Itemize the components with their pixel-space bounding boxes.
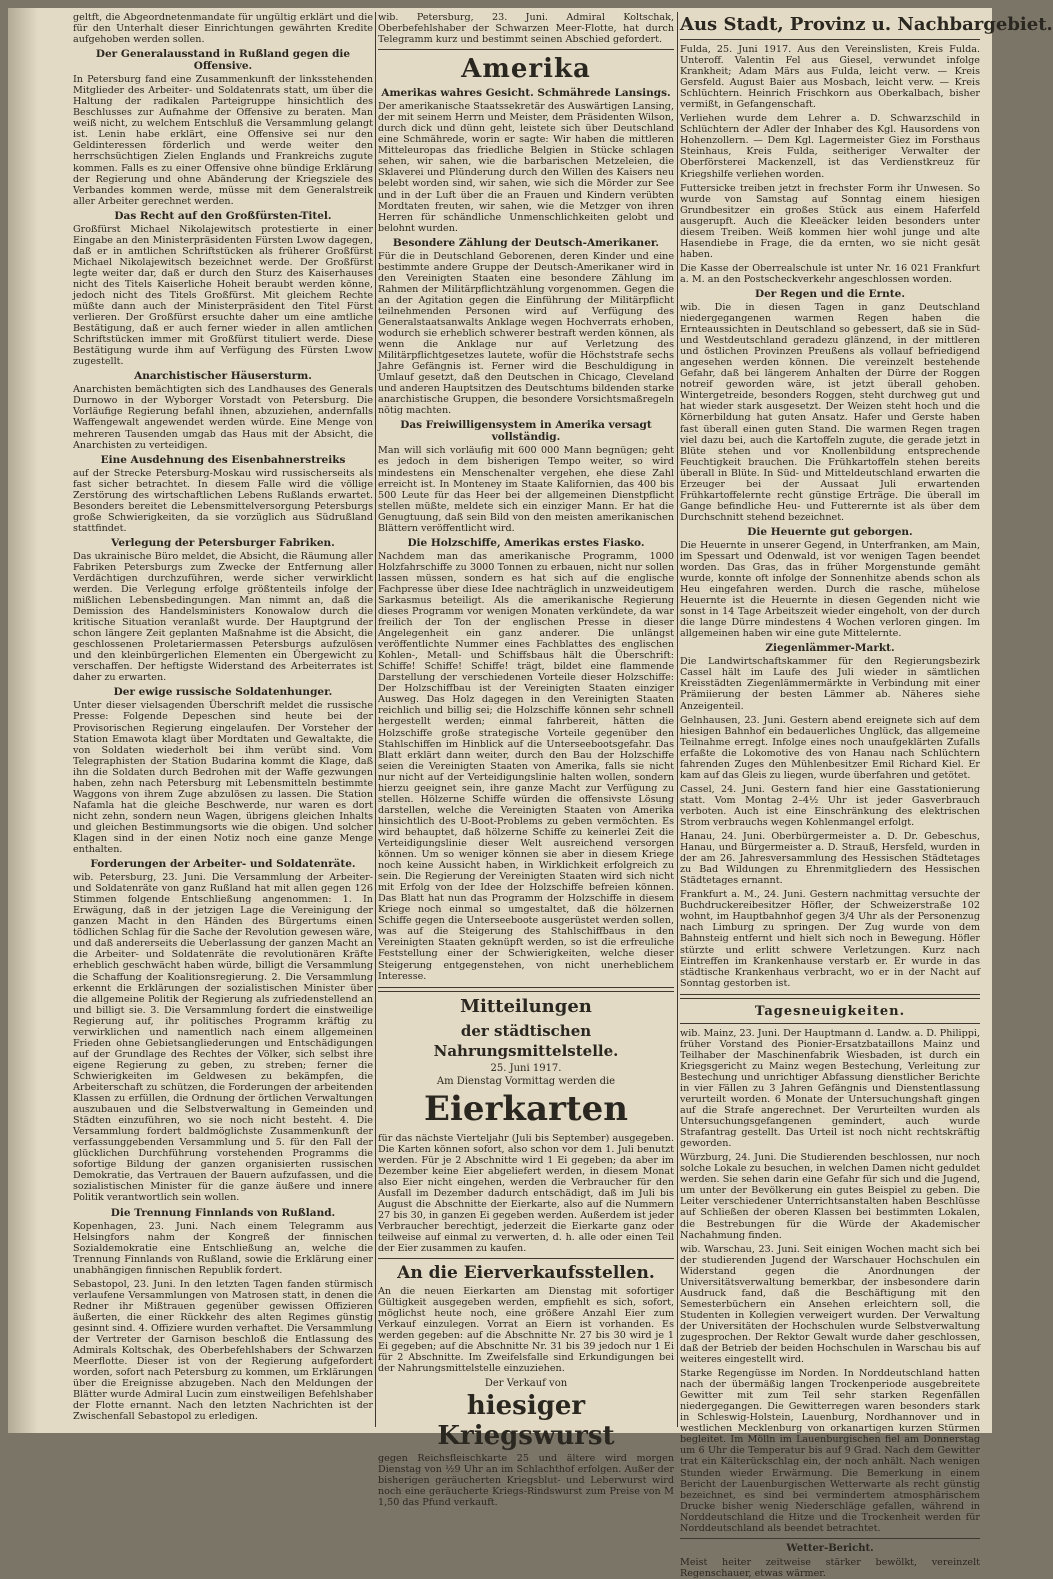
headline: Das Recht auf den Großfürsten-Titel. <box>114 209 332 222</box>
article-text: Gelnhausen, 23. Juni. Gestern abend ereignete sich auf dem hiesigen Bahnhof ein bedauerliches Unglück, das allgemeine Teilnahme erregt. Infolge eines noch unaufgeklärten Zufalls erfaßte die Lokomotive des von Hanau nach Schlüchtern fahrenden Zuges den Mühlenbesitzer Emil Richard Kiel. Er kam auf das Gleis zu liegen, wurde überfahren und getötet. <box>680 714 980 781</box>
headline: Die Holzschiffe, Amerikas erstes Fiasko. <box>407 536 645 549</box>
section-title-local: Aus Stadt, Provinz u. Nachbargebiet. <box>680 14 1053 35</box>
headline: Der Regen und die Ernte. <box>755 287 905 300</box>
headline: Eine Ausdehnung des Eisenbahnerstreiks <box>100 453 346 466</box>
article-text: Die Landwirtschaftskammer für den Regierungsbezirk Cassel hält im Laufe des Juli wieder in sämtlichen Kreisstädten Ziegenlämmermärkte in Verbindung mit einer Prämiierung der besten Lämmer ab. Näheres siehe Anzeigenteil. <box>680 656 980 712</box>
article-text: Die Kasse der Oberrealschule ist unter Nr. 16 021 Frankfurt a. M. an den Postscheckverkehr angeschlossen worden. <box>680 262 980 285</box>
notice-text: An die neuen Eierkarten am Dienstag mit sofortiger Gültigkeit ausgegeben werden, empfiehlt es sich, sofort, möglichst heute noch, eine größere Anzahl Eier zum Verkauf einzulegen. Vorrat an Eiern ist vorhanden. Es werden gegeben: auf die Abschnitte Nr. 27 bis 30 wird je 1 Ei gegeben; auf die Abschnitte Nr. 31 bis 39 jedoch nur 1 Ei für 2 Abschnitte. Im Zweifelsfalle sind Erkundigungen bei der Nahrungsmittelstelle einzuziehen. <box>378 1286 674 1375</box>
notice-intro: Der Verkauf von <box>484 1377 568 1389</box>
article-text: Hanau, 24. Juni. Oberbürgermeister a. D. Dr. Gebeschus, Hanau, und Bürgermeister a. D. Strauß, Hersfeld, wurden in der am 26. Jahresversammlung des Hessischen Städtetages zu Bad Wildungen zu Ehrenmitgliedern des Hessischen Städtetages ernannt. <box>680 831 980 887</box>
article-text: Für die in Deutschland Geborenen, deren Kinder und eine bestimmte andere Gruppe der Deutsch-Amerikaner wird in den Vereinigten Staaten eine besondere Zählung im Rahmen der Militärpflichtzählung vorgenommen. Gegen die an der Agitation gegen die Einführung der Militärpflicht teilnehmenden Personen wird auf Verfügung des Generalstaatsanwalts Anklage wegen Hochverrats erhoben, wodurch sie erheblich schwerer bestraft werden können, als wenn die Anklage nur auf Verletzung des Militärpflichtgesetzes lautete, wofür die Höchststrafe sechs Jahre Gefängnis ist. Ferner wird die Beschuldigung in Umlauf gesetzt, daß den Deutschen in Chicago, Cleveland und anderen Hauptsitzen des Deutschtums bildenden starke anarchistische Gruppen, die besondere Vorsichtsmaßregeln nötig machten. <box>378 250 674 417</box>
article-text: In Petersburg fand eine Zusammenkunft der linksstehenden Mitglieder des Arbeiter- und Soldatenrats statt, um über die Haltung der radikalen Parteigruppe hinsichtlich des Beschlusses zur Aufnahme der Offensive zu beraten. Man weiß nicht, zu welchem Entschluß die Versammlung gelangt ist. Lenin habe erklärt, eine Offensive sei nur den Geldinteressen förderlich und werde weiter den herrschsüchtigen Zielen Englands und Frankreichs zugute kommen. Falls es zu einer Offensive ohne bündige Erklärung der Regierung und ohne Abänderung der Kriegsziele des Verbandes kommen werde, müsse mit dem Generalstreik aller Arbeiter gerechnet werden. <box>73 74 373 207</box>
article-text: Kopenhagen, 23. Juni. Nach einem Telegramm aus Helsingfors nahm der Kongreß der finnischen Sozialdemokratie eine Entschließung an, welche die Trennung Finnlands von Rußland, sowie die Erklärung einer unabhängigen finnischen Republik fordert. <box>73 1220 373 1276</box>
article-text: wib. Petersburg, 23. Juni. Die Versammlung der Arbeiter- und Soldatenräte von ganz Rußland hat mit allen gegen 126 Stimmen folgende Entschließung angenommen: 1. In Erwägung, daß in der jetzigen Lage die Vereinigung der ganzen Macht in den Händen des Bürgertums einen tödlichen Schlag für die Sache der Revolution gewesen wäre, und daß andererseits die Ueberlassung der ganzen Macht an die Arbeiter- und Soldatenräte die revolutionären Kräfte erheblich geschwächt haben würde, billigt die Versammlung die Schaffung der Koalitionsregierung. 2. Die Versammlung erkennt die Erklärungen der sozialistischen Minister über die allgemeine Politik der Regierung als zufriedenstellend an und billigt sie. 3. Die Versammlung fordert die einstweilige Regierung auf, ihr politisches Programm kräftig zu verwirklichen und namentlich nach einem allgemeinen Frieden ohne Gebietsangliederungen und Entschädigungen auf der Grundlage des Rechtes der Völker, sich selbst ihre eigene Regierung zu geben, zu streben; ferner die Schwierigkeiten im Geldwesen zu bekämpfen, die Arbeiterschaft zu schützen, die Forderungen der arbeitenden Klassen zu erfüllen, die Ordnung der örtlichen Verwaltungen auszubauen und die Selbstverwaltung in Gemeinden und Städten einzuführen, wo sie noch nicht besteht. 4. Die Versammlung fordert baldmöglichste Zusammenkunft der verfassunggebenden Versammlung und 5. für den Fall der glücklichen Durchführung vorstehenden Programms die sofortige Bildung der ganzen organisierten russischen Demokratie, das Vertrauen der Bauern aufzufassen, und die sozialistischen Minister für die ganze äußere und innere Politik verantwortlich sein wollen. <box>73 872 373 1204</box>
column-right <box>680 12 1053 1579</box>
notice-date: 25. Juni 1917. <box>490 1062 562 1074</box>
page-fold-shadow <box>8 8 38 1433</box>
article-text: Verliehen wurde dem Lehrer a. D. Schwarzschild in Schlüchtern der Adler der Inhaber des Kgl. Hausordens von Hohenzollern. — Dem Kgl. Lagermeister Giez im Forsthaus Steinhaus, Kreis Fulda, seitheriger Verwalter der Oberförsterei Mackenzell, ist das Verdienstkreuz für Kriegshilfe verliehen worden. <box>680 113 980 180</box>
kriegswurst-heading: hiesiger Kriegswurst <box>437 1390 615 1451</box>
double-divider <box>680 994 980 999</box>
article-text: wib. Die in diesen Tagen in ganz Deutschland niedergegangenen warmen Regen haben die Ernteaussichten in Deutschland so gebessert, daß sie in Süd- und Westdeutschland geradezu glänzend, in der mittleren und östlichen Provinzen Preußens als vollauf befriedigend angesehen werden können. Die vereinzelt bestehende Gefahr, daß bei längerem Anhalten der Dürre der Roggen notreif geworden wäre, ist jetzt überall gehoben. Wintergetreide, besonders Roggen, steht durchweg gut und hat wieder stark ausgesetzt. Der Weizen steht hoch und die Körnerbildung hat guten Ansatz. Hafer und Gerste haben fast überall einen guten Stand. Die warmen Regen tragen viel dazu bei, auch die Kartoffeln zugute, die gerade jetzt in Blüte stehen und vor Knollenbildung entsprechende Feuchtigkeit brauchen. Die Frühkartoffeln stehen bereits überall in Blüte. In Süd- und Mitteldeutschland erwarten die Erzeuger bei der Aussaat Juli erwartenden Frühkartoffelernte recht günstige Erträge. Die überall im Gange befindliche Heu- und Futterernte ist als über dem Durchschnitt stehend bezeichnet. <box>680 301 980 523</box>
article-text: Futtersicke treiben jetzt in frechster Form ihr Unwesen. So wurde von Samstag auf Sonntag einem hiesigen Grundbesitzer ein großes Stück aus einem Haferfeld ausgerupft. Auch die Kleeäcker leiden besonders unter diesem Treiben. Weiß kommen hier wohl junge und alte Hasendiebe in Frage, die da ernten, wo sie nicht gesät haben. <box>680 182 980 260</box>
section-title-amerika: Amerika <box>461 54 591 85</box>
divider <box>378 1258 674 1259</box>
column-rule <box>677 12 678 1427</box>
headline: Anarchistischer Häusersturm. <box>134 370 312 383</box>
headline: Amerikas wahres Gesicht. Schmährede Lansings. <box>381 87 671 100</box>
eierkarten-heading: Eierkarten <box>424 1088 628 1129</box>
article-text: Der amerikanische Staatssekretär des Auswärtigen Lansing, der mit seinem Herrn und Meister, dem Präsidenten Wilson, durch dick und dünn geht, leistete sich über Deutschland eine Schmährede, worin er sagte: Wir haben die mittleren Mitteleuropas das friedliche Belgien in Stücke schlagen sehen, wir sahen, wie die barbarischen Metzeleien, die Sklaverei und Plünderung durch den Willen des Kaisers neu belebt worden sind, wir sahen, wie sich die Mörder zur See und in der Luft über die an Frauen und Kindern verübten Mordtaten freuten, wir sahen, wie die Metzger von ihren Herren für schändliche Unmenschlichkeiten gelobt und belohnt wurden. <box>378 101 674 234</box>
section-title-news: Tagesneuigkeiten. <box>754 1003 906 1019</box>
notice-text: für das nächste Vierteljahr (Juli bis September) ausgegeben. Die Karten können sofort, also schon vor dem 1. Juli benutzt werden. Für je 2 Abschnitte wird 1 Ei gegeben; da aber im Dezember keine Eier abgeliefert werden, in diesem Monat also Eier nicht eingehen, werden die Verbraucher für den Ausfall im Dezember dadurch entschädigt, daß im Juli bis August die Abschnitte der Eierkarte, also auf die Nummern 27 bis 30, in ganzen Ei gegeben werden. Außerdem ist jeder Verbraucher berechtigt, jederzeit die Eierkarte ganz oder teilweise auf einmal zu verwerten, d. h. alle oder einen Teil der Eier zusammen zu kaufen. <box>378 1132 674 1255</box>
divider <box>680 39 980 40</box>
article-text: Würzburg, 24. Juni. Die Studierenden beschlossen, nur noch solche Lokale zu besuchen, in welchen Damen nicht geduldet werden. Sie sehen darin eine Gefahr für sich und die Jugend, um unter der Bevölkerung ein gutes Beispiel zu geben. Die Leiter verschiedener Unterrichtsanstalten haben Beschlüsse auf Schließen der oberen Klassen bei bestimmten Lokalen, die Bestrebungen für die Würde der Akademischer Nachahmung finden. <box>680 1152 980 1241</box>
headline: Besondere Zählung der Deutsch-Amerikaner. <box>392 236 660 249</box>
divider <box>378 49 674 50</box>
double-divider <box>378 987 674 992</box>
weather-text: Meist heiter zeitweise stärker bewölkt, vereinzelt Regenschauer, etwas wärmer. <box>680 1556 980 1579</box>
article-text: Unter dieser vielsagenden Überschrift meldet die russische Presse: Folgende Depeschen sind heute bei der Provisorischen Regierung eingelaufen. Der Vorsteher der Station Emawota klagt über Mordtaten und Gewaltakte, die von Soldaten wiederholt bei ihm verübt sind. Vom Telegraphisten der Station Budarina kommt die Klage, daß ihn die Soldaten durch Bedrohen mit der Waffe gezwungen haben, zehn nach Petersburg mit Lebensmitteln bestimmte Waggons von ihrem Zuge abzulösen zu lassen. Die Station Nafamla hat die gleiche Beschwerde, nur waren es dort nicht zehn, sondern neun Wagen, übrigens gleichen Inhalts und gleichen Bestimmungsorts wie die obigen. Und solcher Klagen sind in der einen Notiz noch eine ganze Menge enthalten. <box>73 700 373 856</box>
notice-intro: Am Dienstag Vormittag werden die <box>436 1075 616 1087</box>
divider <box>680 1538 980 1539</box>
article-continuation: wib. Petersburg, 23. Juni. Admiral Koltschak, Oberbefehlshaber der Schwarzen Meer-Flotte, hat durch Telegramm kurz und bestimmt seinen Abschied gefordert. <box>378 12 674 46</box>
eierverkauf-heading: An die Eierverkaufsstellen. <box>397 1263 655 1284</box>
article-text: Anarchisten bemächtigten sich des Landhauses des Generals Durnowo in der Wyborger Vorstadt von Petersburg. Die Vorläufige Regierung befahl ihnen, abzuziehen, andernfalls Waffengewalt angewendet werden würde. Eine Menge von mehreren Tausenden umgab das Haus mit der Absicht, die Anarchisten zu verteidigen. <box>73 384 373 451</box>
column-rule <box>375 12 376 1427</box>
article-text: Nachdem man das amerikanische Programm, 1000 Holzfahrschiffe zu 3000 Tonnen zu erbauen, nicht nur sollen lassen müssen, sondern es hat sich auf die englische Fachpresse über diese Idee nachträglich in unzweideutigem Sarkasmus beteiligt. Als die amerikanische Regierung dieses Programm vor wenigen Monaten verkündete, da war freilich der Ton der englischen Presse in dieser Angelegenheit ein ganz anderer. Die unlängst veröffentlichte Nummer eines Fachblattes des englischen Kohlen-, Metall- und Schiffsbaus hält die Überschrift: Schiffe! Schiffe! Schiffe! trägt, bildet eine flammende Darstellung der verschiedenen Vorteile dieser Holzschiffe: Der Holzschiffbau ist der Vereinigten Staaten einziger Ausweg. Das Holz dagegen in den Vereinigten Staaten reichlich und billig sei; die Holzschiffe können sehr schnell hergestellt werden; einmal fahrbereit, hätten die Holzschiffe große strategische Vorteile gegenüber den Stahlschiffen im Hinblick auf die Unterseebootsgefahr. Das Blatt erklärt dann weiter, durch den Bau der Holzschiffe seien die Vereinigten Staaten von Amerika, falls sie nicht nur nicht auf der Verteidigungslinie halten wollen, sondern hierzu geeignet sein, ihre ganze Macht zur Verfügung zu stellen. Hölzerne Schiffe würden die offensivste Lösung darstellen, welche die Vereinigten Staaten von Amerika hinsichtlich des U-Boot-Problems zu geben vermöchten. Es wird behauptet, daß hölzerne Schiffe zu keinerlei Zeit die Verteidigungslinie dieser Welt ausreichend versorgen können. Um so weniger können sie aber in diesem Kriege noch keine Aussicht haben, in Wirklichkeit erfolgreich zu sein. Die Regierung der Vereinigten Staaten wird sich nicht mit Erfolg von der Idee der Holzschiffe befreien können. Das Blatt hat nun das Programm der Holzschiffe in diesem Kriege noch einmal so umgestaltet, daß die hölzernen Schiffe gegen die Unterseeboote ausgerüstet werden sollen, was auf die Steigerung des Stahlschiffbaus in den Vereinigten Staaten geknüpft werden, so ist die erfreuliche Feststellung einer der Schwierigkeiten, welche dieser Steigerung entgegenstehen, von nicht unerheblichem Interesse. <box>378 550 674 982</box>
headline: Verlegung der Petersburger Fabriken. <box>111 536 335 549</box>
article-continuation: geltft, die Abgeordnetenmandate für ungültig erklärt und die für den Unterhalt dieser Einrichtungen gewährten Kredite aufgehoben werden sollen. <box>73 12 373 46</box>
notice-title: Mitteilungen <box>460 995 592 1017</box>
headline: Der Generalausstand in Rußland gegen die Offensive. <box>95 48 351 73</box>
notice-subtitle: der städtischen Nahrungsmittelstelle. <box>433 1021 619 1060</box>
article-text: Cassel, 24. Juni. Gestern fand hier eine Gasstationierung statt. Vom Montag 2–4½ Uhr ist jeder Gasverbrauch verboten. Auch ist eine Einschränkung des elektrischen Strom verbrauchs wegen Kohlenmangel erfolgt. <box>680 783 980 828</box>
article-text: Das ukrainische Büro meldet, die Absicht, die Räumung aller Fabriken Petersburgs zum Zwecke der Entfernung aller Verdächtigen durchzuführen, werde sicher verwirklicht werden. Die Verlegung erfolge größtenteils infolge der mißlichen Lebensbedingungen. Man nimmt an, daß die Demission des Handelsministers Konowalow durch die kritische Situation veranlaßt wurde. Der Hauptgrund der schon längere Zeit geplanten Maßnahme ist die Absicht, die geschlossenen Proletariermassen Petersburgs aufzulösen und den kleinbürgerlichen Elementen ein Übergewicht zu verschaffen. Der heftigste Widerstand des Arbeiterrates ist daher zu erwarten. <box>73 550 373 684</box>
article-text: Großfürst Michael Nikolajewitsch protestierte in einer Eingabe an den Ministerpräsidenten Fürsten Lwow dagegen, daß er in amtlichen Schriftstücken als früherer Großfürst Michael Nikolajewitsch bezeichnet werde. Der Großfürst legte weiter dar, daß er durch den Sturz des Kaiserhauses nicht des Titels Kaiserliche Hoheit beraubt werden könne, jedoch nicht des Titels Großfürst. Mit gleichem Rechte müßte dann auch der Ministerpräsident den Titel Fürst verlieren. Der Großfürst ersuchte daher um eine amtliche Bestätigung, daß er auch ferner wieder in allen amtlichen Schriftstücken immer mit Großfürst tituliert werde. Diese Bestätigung wurde ihm auf Verfügung des Fürsten Lwow zugestellt. <box>73 223 373 368</box>
headline: Die Trennung Finnlands von Rußland. <box>110 1206 336 1219</box>
article-text: Die Heuernte in unserer Gegend, in Unterfranken, am Main, im Spessart und Odenwald, ist vor wenigen Tagen beendet worden. Das Gras, das in früher Morgenstunde gemäht wurde, konnte oft infolge der Sonnenhitze abends schon als Heu eingefahren werden. Durch die rasche, mühelose Heuernte ist die Heuernte in diesen Gegenden nicht wie sonst in 14 Tage Arbeitszeit wieder eingeholt, von der durch die lange Dürre mindestens 4 Wochen verloren gingen. Im allgemeinen haben wir eine gute Mittelernte. <box>680 539 980 640</box>
headline: Forderungen der Arbeiter- und Soldatenräte. <box>90 858 356 871</box>
headline: Der ewige russische Soldatenhunger. <box>113 686 333 699</box>
weather-heading: Wetter-Bericht. <box>786 1542 874 1554</box>
notice-text: gegen Reichsfleischkarte 25 und ältere wird morgen Dienstag von ½9 Uhr an im Schlachthof erfolgen. Außer der bisherigen geräucherten Kriegsblut- und Leberwurst wird noch eine geräucherte Kriegs-Rindswurst zum Preise von M 1,50 das Pfund verkauft. <box>378 1452 674 1508</box>
article-text: wib. Mainz, 23. Juni. Der Hauptmann d. Landw. a. D. Philippi, früher Vorstand des Pionier-Ersatzbataillons Mainz und Teilhaber der Maschinenfabrik Wiesbaden, ist durch ein Kriegsgericht zu Mainz wegen Bestechung, Verleitung zur Bestechung und unrichtiger Abfassung dienstlicher Berichte in vier Fällen zu 3 Jahren Gefängnis und Dienstentlassung verurteilt worden. 6 Monate der Untersuchungshaft gingen auf die Strafe angerechnet. Der Verurteilten wurden als Untersuchungsgefangenen gemindert, auch wurde Strafantrag gestellt. Das Urteil ist noch nicht rechtskräftig geworden. <box>680 1027 980 1150</box>
column-middle <box>378 12 674 1508</box>
article-text: Man will sich vorläufig mit 600 000 Mann begnügen; geht es jedoch in dem bisherigen Tempo weiter, so wird mindestens ein Menschenalter vergehen, ehe diese Zahl erreicht ist. In Monteney im Staate Kalifornien, das 400 bis 500 Leute für das Heer bei der allgemeinen Dienstpflicht stellen müßte, meldete sich ein einziger Mann. Er hat die Genugtuung, daß sein Bild von den meisten amerikanischen Blättern veröffentlicht wird. <box>378 445 674 534</box>
divider <box>680 1023 980 1024</box>
article-text: wib. Warschau, 23. Juni. Seit einigen Wochen macht sich bei der studierenden Jugend der Warschauer Hochschulen ein Widerstand gegen die Anordnungen der Universitätsverwaltung bemerkbar, der insbesondere darin Ausdruck fand, daß die Beschäftigung mit den Semesterbüchern ein Ansehen erleichtern soll, die Studenten in Kollegien verweigert wurden. Der Verwaltung der Universitäten der Hochschulen wurde Selbstverwaltung zugesprochen. Der Rektor Gewalt wurde daher geschlossen, daß der Betrieb der beiden Hochschulen in Warschau bis auf weiteres eingestellt wird. <box>680 1243 980 1366</box>
article-text: Fulda, 25. Juni 1917. Aus den Vereinslisten, Kreis Fulda. Unteroff. Valentin Fel aus Giesel, verwundet infolge Krankheit; Adam Märs aus Fulda, leicht verw. — Kreis Gersfeld. August Baier aus Mosbach, leicht verw. — Kreis Schlüchtern. Heinrich Frischkorn aus Oberkalbach, bisher vermißt, in Gefangenschaft. <box>680 44 980 111</box>
newspaper-page <box>8 8 1053 1579</box>
column-left <box>73 12 373 1427</box>
headline: Das Freiwilligensystem in Amerika versagt vollständig. <box>400 419 652 444</box>
article-text: auf der Strecke Petersburg-Moskau wird russischerseits als fast sicher betrachtet. In diesem Falle wird die völlige Zerstörung des wirtschaftlichen Lebens Rußlands erwartet. Besonders bereitet die Lebensmittelversorgung Petersburgs große Schwierigkeiten, da sie vorzüglich aus Südrußland stattfindet. <box>73 467 373 534</box>
article-text: Starke Regengüsse im Norden. In Norddeutschland hatten nach der übermäßig langen Trockenperiode ausgebreitete Gewitter mit zum Teil sehr starken Regenfällen niedergegangen. Die Gewitterregen waren besonders stark in Schleswig-Holstein, Lauenburg, Nordhannover und in westlichen Mecklenburg von orkanartigen kurzen Stürmen begleitet. Im Mölln im Lauenburgischen fiel am Donnerstag um 6 Uhr die Temperatur bis auf 9 Grad. Nach dem Gewitter trat ein Kälterückschlag ein, der noch anhält. Nach wenigen Stunden wieder Erwärmung. Die Bemerkung in einem Bericht der Lauenburgischen Wetterwarte als recht günstig bezeichnet, es sind bei vermindertem atmosphärischem Drucke bisher wenig Niederschläge gefallen, während in Norddeutschland die Hitze und die Trockenheit werden für Norddeutschland als beendet betrachtet. <box>680 1368 980 1534</box>
headline: Ziegenlämmer-Markt. <box>765 642 895 655</box>
headline: Die Heuernte gut geborgen. <box>747 525 913 538</box>
article-text: Frankfurt a. M., 24. Juni. Gestern nachmittag versuchte der Buchdruckereibesitzer Höfler, der Schweizerstraße 102 wohnt, im Hauptbahnhof gegen 3/4 Uhr als der Personenzug nach Limburg zu springen. Der Zug wurde von dem Bahnsteig entfernt und hielt sich noch in Bewegung. Höfler stürzte und erlitt schwere Verletzungen. Kurz nach Eintreffen im Krankenhause verstarb er. Er wurde in das städtische Krankenhaus verbracht, wo er in der Nacht auf Sonntag gestorben ist. <box>680 889 980 989</box>
article-text: Sebastopol, 23. Juni. In den letzten Tagen fanden stürmisch verlaufene Versammlungen von Matrosen statt, in denen die Redner ihr Mißtrauen gegenüber gewissen Offizieren äußerten, die einer Rückkehr des alten Regimes günstig gesinnt sind. 4. Offiziere wurden verhaftet. Die Versammlung der Vertreter der Garnison beschloß die Entlassung des Admirals Koltschak, des Oberbefehlshabers der Schwarzen Meerflotte. Dieser ist von der Regierung aufgefordert worden, sofort nach Petersburg zu kommen, um Erklärungen über die Ereignisse abzugeben. Nach den Meldungen der Blätter wurde Admiral Lucin zum einstweiligen Befehlshaber der Flotte ernannt. Nach den letzten Nachrichten ist der Zwischenfall Sebastopol zu erledigen. <box>73 1278 373 1423</box>
